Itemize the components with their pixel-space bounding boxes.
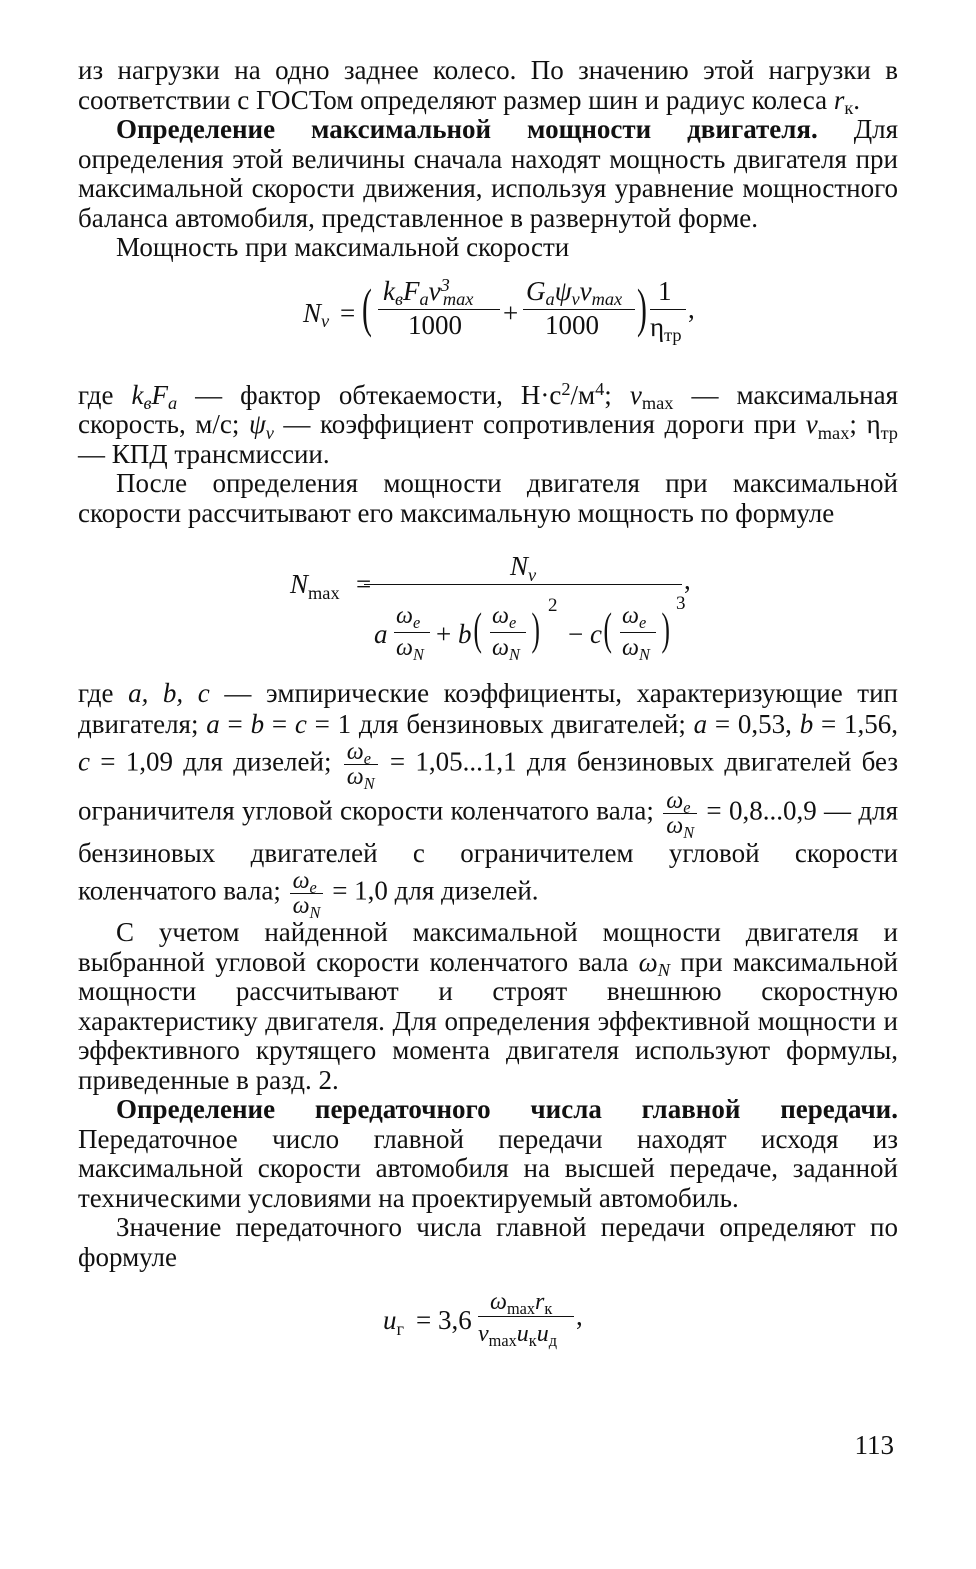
- formula-nv: $N_v$ = ( $k_вF_av^3_{max}$ 1000 + $G_a\psi_vv_{max}$ 1000 ) 1 $\eta_{тр}$ ,: [303, 275, 695, 345]
- paragraph-2: Определение максимальной мощности двигателя. Для определения этой величины сначала находят мощность двигателя при максимальной скорости движения, используя уравнение мощностного баланса автомобиля, представленное в развернутой форме.: [78, 114, 898, 233]
- paragraph-3: Мощность при максимальной скорости: [116, 232, 570, 262]
- paragraph-6: где a, b, c — эмпирические коэффициенты, характеризующие тип двигателя; a = b = c = 1 для бензиновых двигателей; a = 0,53, b = 1,56, c = 1,09 для дизелей; $\frac{\omega_e}{\omega_N}$ = 1,05...1,1 для бензиновых двигателей без ограничителя угловой скорости коленчатого вала; $\frac{\omega_e}{\omega_N}$ = 0,8...0,9 — для бензиновых двигателей с ограничителем угловой скорости коленчатого вала; $\frac{\omega_e}{\omega_N}$ = 1,0 для дизелей.: [78, 678, 899, 922]
- section-heading-gear-ratio: Определение передаточного числа главной передачи.: [116, 1094, 898, 1124]
- page-body: [78, 56, 898, 1362]
- paragraph-5: После определения мощности двигателя при максимальной скорости рассчитывают его максимальную мощность по формуле: [78, 468, 898, 528]
- paragraph-4: где $k_вF_a$ — фактор обтекаемости, $Н\cdot с^2/м^4$; $v_{max}$ — максимальная скорость, м/с; $\psi_v$ — коэффициент сопротивления дороги при $v_{max}$; $\eta_{тр}$ — КПД трансмиссии.: [78, 379, 898, 469]
- section-heading-max-power: Определение максимальной мощности двигателя.: [116, 114, 818, 144]
- paragraph-8: Определение передаточного числа главной передачи. Передаточное число главной передачи находят исходя из максимальной скорости автомобиля на высшей передаче, заданной техническими условиями на проектируемый автомобиль.: [78, 1094, 898, 1213]
- formula-nmax: $N_{max}$ = $N_v$ a $\omega_e$ $\omega_N$ + b ( $\omega_e$ $\omega_N$ ) 2 − c ( $\omega_e$ $\omega_N$ ) 3 ,: [290, 551, 691, 664]
- page-number: 113: [854, 1430, 894, 1460]
- formula-ug: $u_г$ = 3,6 $\omega_{max}r_к$ $v_{max}u_кu_д$ ,: [383, 1289, 583, 1350]
- formula1-num1: $k_вF_av^3_{max}$: [383, 275, 474, 309]
- paragraph-1: из нагрузки на одно заднее колесо. По значению этой нагрузки в соответствии с ГОСТом определяют размер шин и радиус колеса $r_к$.: [78, 55, 898, 118]
- paragraph-7: С учетом найденной максимальной мощности двигателя и выбранной угловой скорости коленчатого вала $\omega_N$ при максимальной мощности рассчитывают и строят внешнюю скоростную характеристику двигателя. Для определения эффективной мощности и эффективного крутящего момента двигателя используют формулы, приведенные в разд. 2.: [78, 917, 898, 1095]
- formula2-lhs: $N_{max}$: [290, 569, 340, 603]
- paragraph-9: Значение передаточного числа главной передачи определяют по формуле: [78, 1212, 898, 1272]
- formula1-num2: $G_a\psi_vv_{max}$: [526, 275, 623, 309]
- formula1-lhs: $N_v$: [303, 297, 330, 331]
